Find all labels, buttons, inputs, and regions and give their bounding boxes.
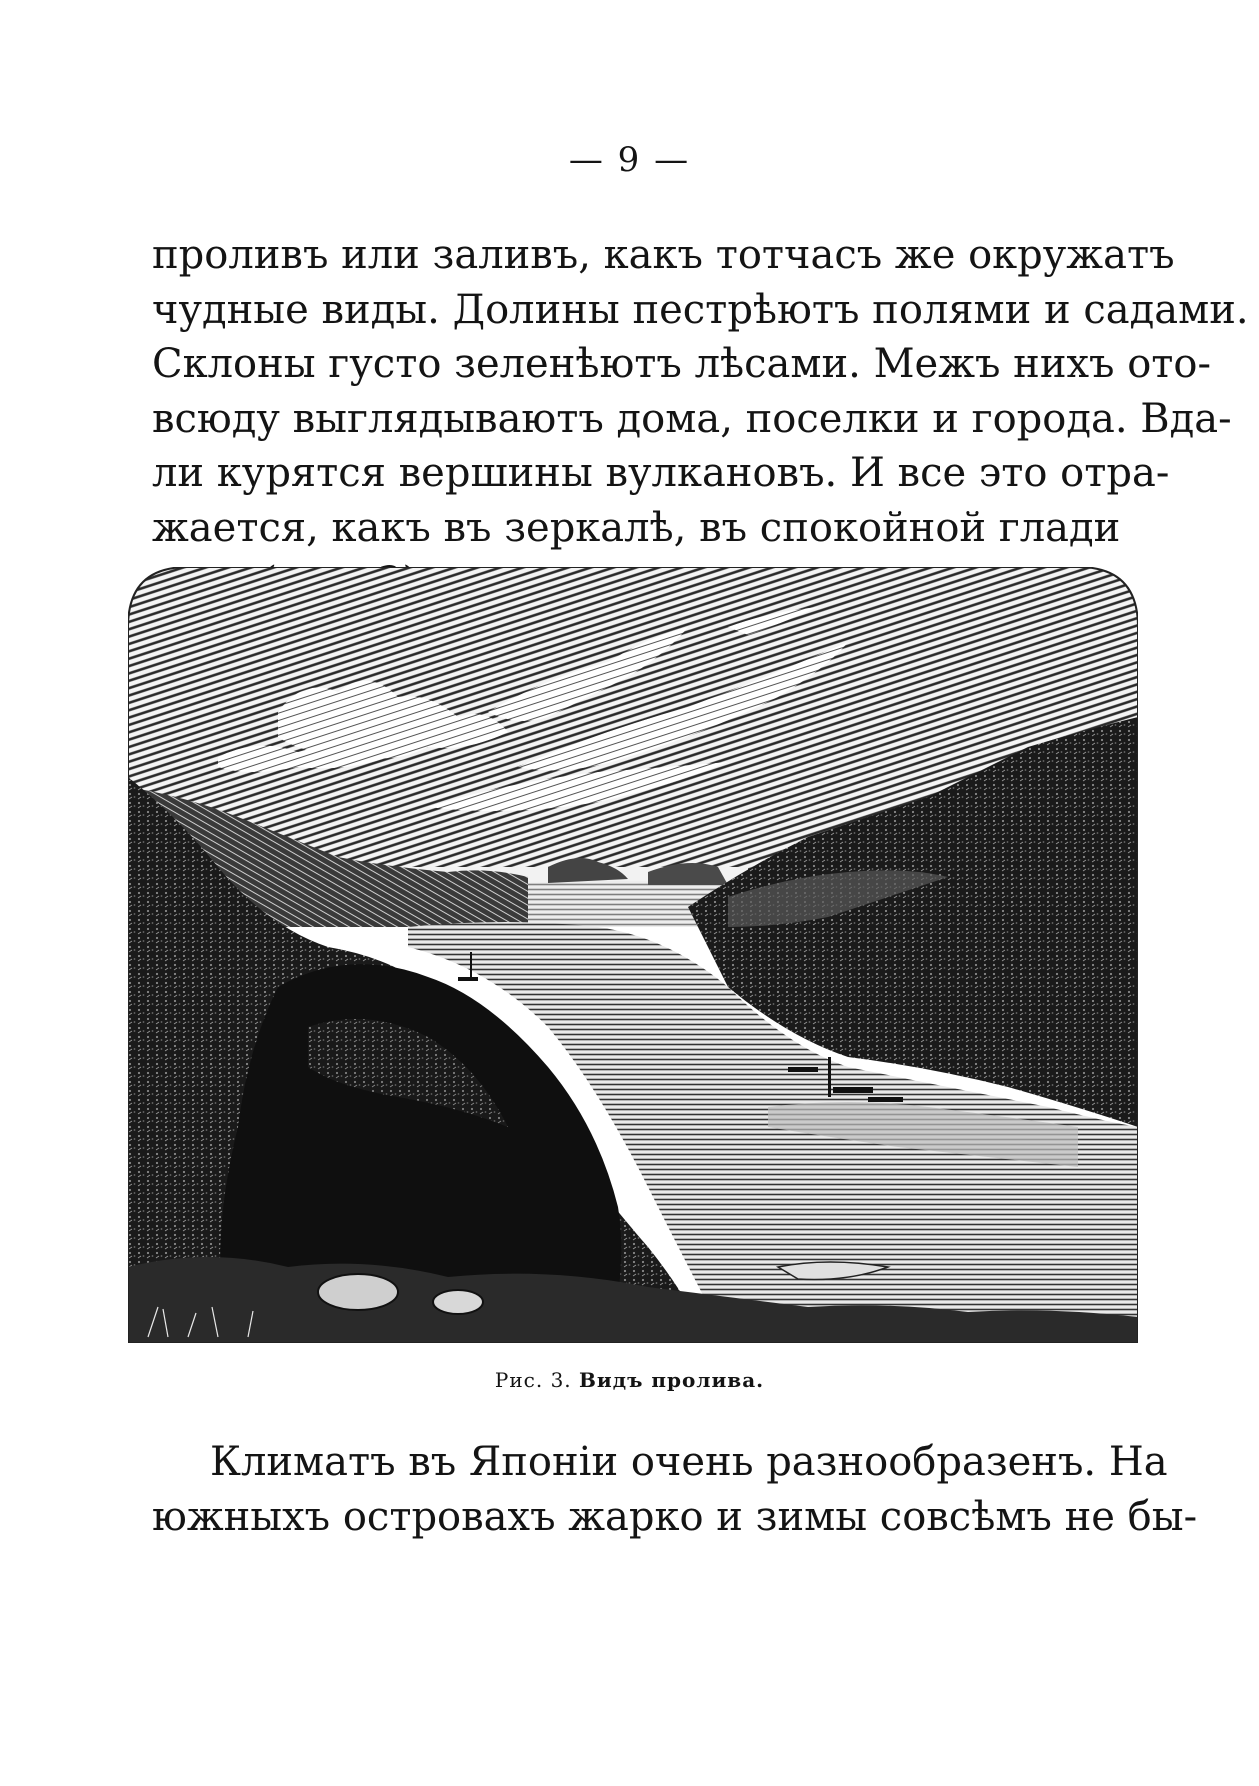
strait-engraving-image (128, 567, 1138, 1343)
page-number: — 9 — (568, 140, 691, 180)
figure-strait-engraving (128, 567, 1138, 1343)
paragraph-line: проливъ или заливъ, какъ тотчасъ же окружатъ (152, 232, 1175, 278)
paragraph-line: Склоны густо зеленѣютъ лѣсами. Межъ нихъ ото- (152, 341, 1212, 387)
paragraph-line: чудные виды. Долины пестрѣютъ полями и садами. (152, 286, 1249, 333)
figure-caption (0, 1368, 1259, 1392)
paragraph-line: жается, какъ въ зеркалѣ, въ спокойной глади (152, 504, 1121, 551)
paragraph-line: всюду выглядываютъ дома, поселки и города. Вда- (152, 395, 1232, 442)
paragraph-line: ли курятся вершины вулкановъ. И все это отра- (152, 450, 1170, 496)
paragraph-line: южныхъ островахъ жарко и зимы совсѣмъ не бы- (152, 1493, 1198, 1540)
paragraph-intro (152, 228, 1249, 610)
paragraph-line: Климатъ въ Японіи очень разнообразенъ. На (210, 1439, 1168, 1485)
caption-title: Видъ пролива. (579, 1368, 765, 1392)
caption-number: Рис. 3. (494, 1368, 572, 1392)
paragraph-climate (152, 1435, 1198, 1544)
